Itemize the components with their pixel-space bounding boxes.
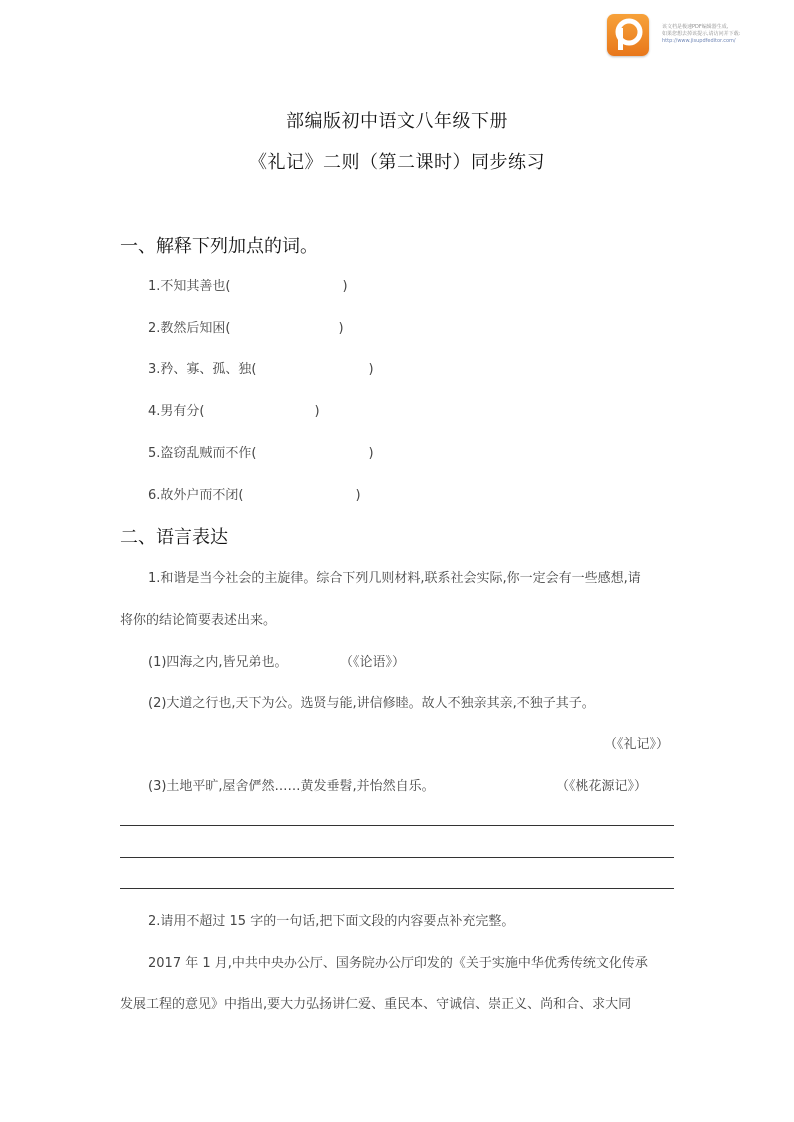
material-1-source: （《论语》） [340, 655, 406, 670]
material-3-source: （《桃花源记》） [556, 779, 648, 794]
answer-line[interactable] [120, 825, 674, 826]
material-1-text: (1)四海之内,皆兄弟也。 [148, 655, 288, 670]
question-item [148, 400, 320, 419]
question-text: 6.故外户而不闭( [148, 488, 244, 503]
watermark-url[interactable]: http://www.jisupdfeditor.com/ [662, 38, 736, 44]
question-text: 1.不知其善也( [148, 279, 231, 294]
close-paren: ) [355, 488, 361, 503]
question-2-paragraph-line-1: 2017 年 1 月,中共中央办公厅、国务院办公厅印发的《关于实施中华优秀传统文化传承 [148, 956, 648, 971]
question-text: 3.矜、寡、孤、独( [148, 362, 257, 377]
pdf-p-logo-icon [607, 14, 649, 56]
question-1-line-2: 将你的结论简要表述出来。 [120, 613, 277, 628]
question-item [148, 442, 374, 461]
material-2-text: (2)大道之行也,天下为公。选贤与能,讲信修睦。故人不独亲其亲,不独子其子。 [148, 696, 595, 711]
close-paren: ) [342, 279, 348, 294]
question-text: 4.男有分( [148, 404, 205, 419]
watermark-line-1: 该文档是极速PDF编辑器生成, [662, 24, 729, 30]
page-title: 部编版初中语文八年级下册 [286, 111, 508, 132]
close-paren: ) [368, 362, 374, 377]
question-1-line-1: 1.和谐是当今社会的主旋律。综合下列几则材料,联系社会实际,你一定会有一些感想,请 [148, 571, 641, 586]
question-text: 2.教然后知困( [148, 321, 231, 336]
section-2-heading: 二、语言表达 [120, 527, 228, 548]
question-item [148, 275, 348, 294]
pdf-editor-logo [607, 14, 649, 56]
question-2-paragraph-line-2: 发展工程的意见》中指出,要大力弘扬讲仁爱、重民本、守诚信、崇正义、尚和合、求大同 [120, 997, 632, 1012]
question-text: 5.盗窃乱贼而不作( [148, 446, 257, 461]
page-subtitle: 《礼记》二则（第二课时）同步练习 [249, 152, 545, 173]
question-2: 2.请用不超过 15 字的一句话,把下面文段的内容要点补充完整。 [148, 914, 515, 929]
close-paren: ) [314, 404, 320, 419]
material-3-text: (3)土地平旷,屋舍俨然……黄发垂髫,并怡然自乐。 [148, 779, 435, 794]
watermark-line-2: 如果您想去掉该提示,请访问并下载: [662, 31, 741, 37]
question-item [148, 358, 374, 377]
section-1-heading: 一、解释下列加点的词。 [120, 236, 318, 257]
material-2-source: （《礼记》） [604, 737, 670, 752]
close-paren: ) [338, 321, 344, 336]
question-item [148, 484, 361, 503]
watermark-text [662, 24, 794, 45]
answer-line[interactable] [120, 888, 674, 889]
answer-line[interactable] [120, 857, 674, 858]
question-item [148, 317, 344, 336]
close-paren: ) [368, 446, 374, 461]
